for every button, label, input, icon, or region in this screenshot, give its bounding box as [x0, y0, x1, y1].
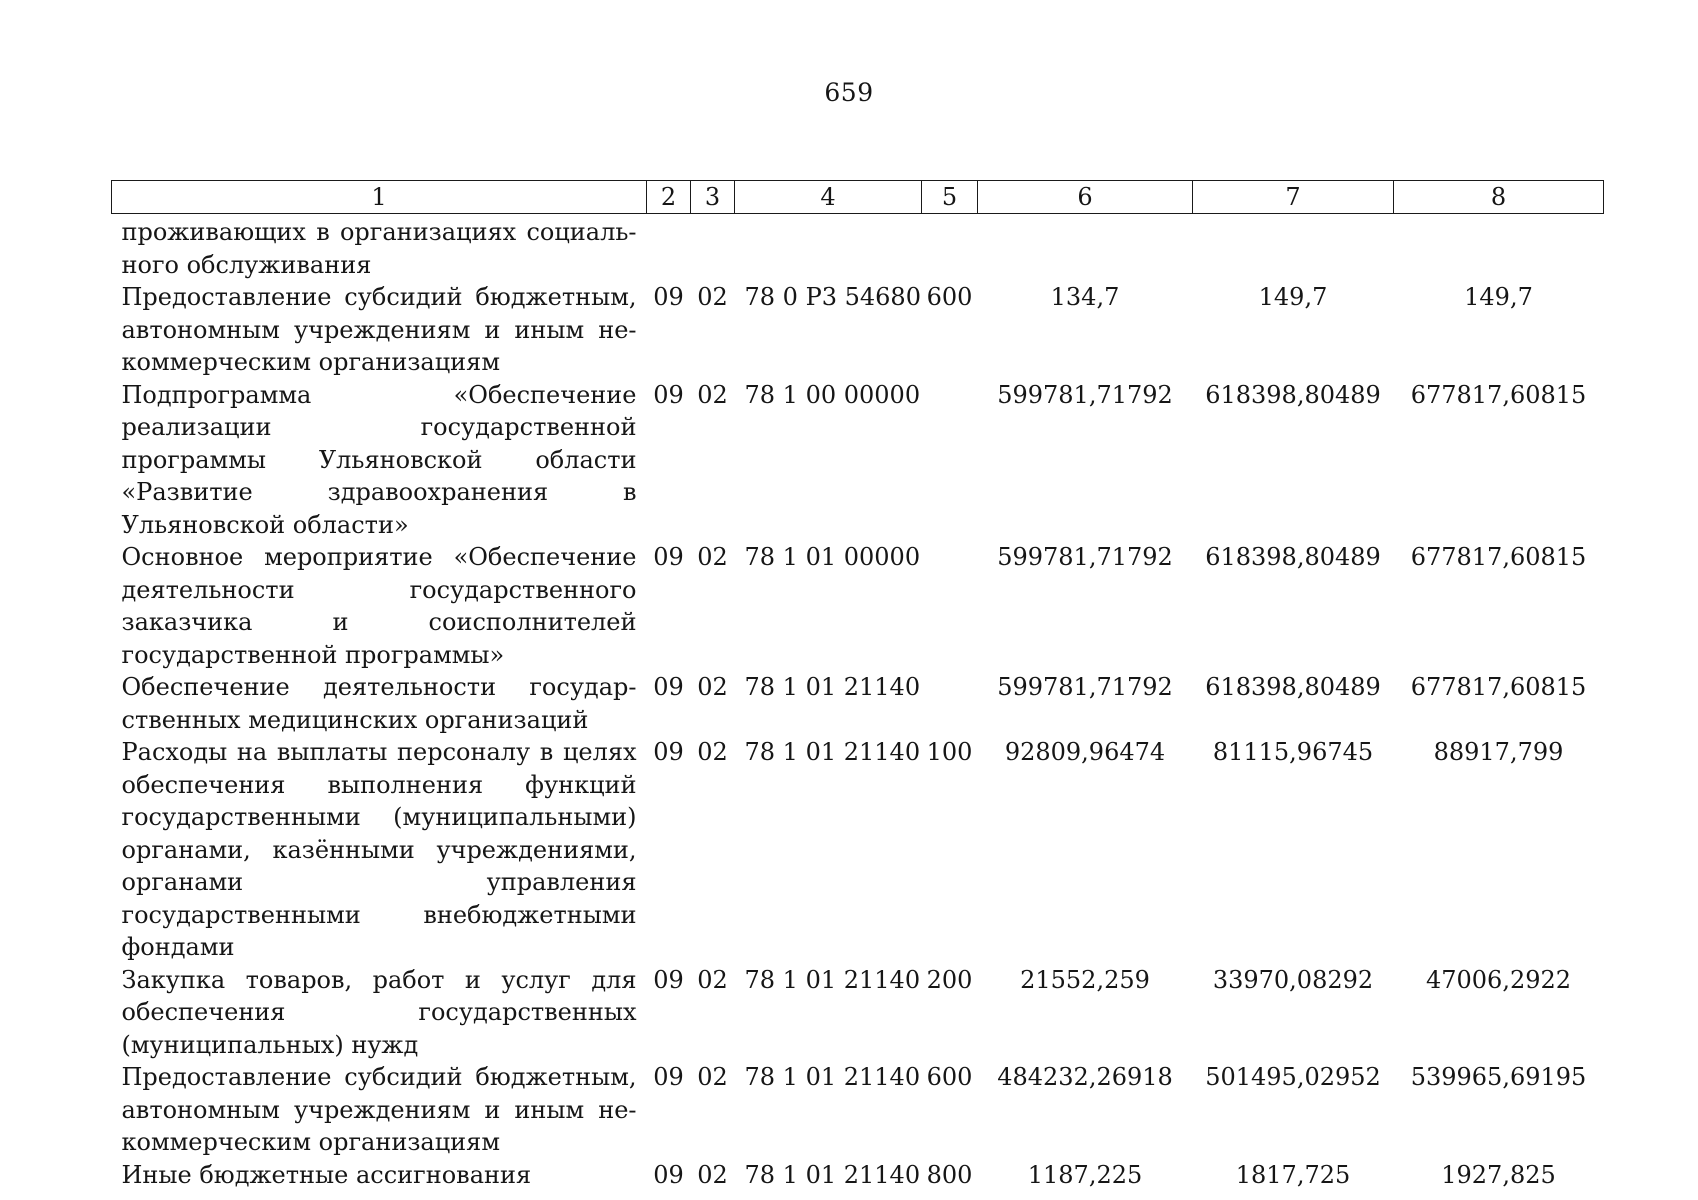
- row-subsection: 02: [697, 1063, 728, 1091]
- row-target-code: 78 1 01 21140: [744, 965, 921, 994]
- row-value-7: 618398,80489: [1205, 380, 1381, 409]
- row-expense-type: 600: [926, 1063, 973, 1091]
- table-row: [112, 379, 1604, 542]
- row-value-6: 134,7: [1050, 283, 1120, 311]
- row-name: Расходы на выплаты персоналу в целях обеспечения выполнения функций государственными (муниципальными) органами, казёнными учреждениями, органами управления государственными внебюджетными фондами: [121, 738, 637, 961]
- row-value-6: 92809,96474: [1004, 738, 1166, 766]
- row-value-7: 501495,02952: [1205, 1063, 1381, 1091]
- row-value-6: 599781,71792: [997, 380, 1173, 409]
- row-expense-type: 800: [926, 1160, 973, 1189]
- row-value-8: 1927,825: [1441, 1160, 1556, 1189]
- header-col-3: 3: [691, 181, 735, 214]
- row-expense-type: [922, 216, 978, 281]
- header-col-7: 7: [1193, 181, 1394, 214]
- budget-table: [111, 180, 1604, 1191]
- row-subsection: 02: [697, 738, 728, 766]
- row-subsection: 02: [697, 965, 728, 994]
- row-target-code: 78 1 01 21140: [744, 1160, 921, 1189]
- row-value-6: 599781,71792: [997, 673, 1173, 701]
- row-expense-type: 600: [926, 283, 973, 311]
- row-value-6: 1187,225: [1027, 1160, 1143, 1189]
- row-section: 09: [653, 283, 684, 311]
- row-target-code: 78 1 00 00000: [744, 380, 921, 409]
- row-section: 09: [653, 673, 684, 701]
- row-value-7: 1817,725: [1235, 1160, 1351, 1189]
- row-subsection: 02: [697, 1160, 728, 1189]
- row-name: Иные бюджетные ассигнования: [121, 1160, 532, 1189]
- row-value-7: 81115,96745: [1212, 738, 1374, 766]
- row-name: Закупка товаров, работ и услуг для обеспечения государственных (муниципальных) нужд: [121, 965, 637, 1059]
- table-header-row: [112, 181, 1604, 214]
- row-target-code: 78 0 Р3 54680: [744, 283, 921, 311]
- row-section: 09: [653, 965, 684, 994]
- row-subsection: 02: [697, 543, 728, 571]
- row-value-8: 47006,2922: [1425, 965, 1572, 994]
- row-value-7: 618398,80489: [1205, 673, 1381, 701]
- row-value-7: 149,7: [1258, 283, 1328, 311]
- row-name: Подпрограмма «Обеспечение реализации государственной программы Ульяновской области «Развитие здравоохранения в Ульяновской области»: [121, 380, 637, 539]
- row-target-code: [735, 216, 922, 281]
- table-row: [112, 1061, 1604, 1159]
- header-col-8: 8: [1394, 181, 1604, 214]
- row-name: Предоставление субсидий бюджетным, автономным учреждениям и иным некоммерческим организациям: [121, 1063, 637, 1156]
- row-section: [647, 216, 691, 281]
- header-col-1: 1: [112, 181, 647, 214]
- row-value-6: 484232,26918: [997, 1063, 1173, 1091]
- header-col-5: 5: [922, 181, 978, 214]
- row-name: Основное мероприятие «Обеспечение деятельности государственного заказчика и соисполнителей государственной программы»: [121, 543, 637, 669]
- row-expense-type: 200: [926, 965, 973, 994]
- page-number: 659: [824, 78, 874, 107]
- row-subsection: [691, 216, 735, 281]
- row-target-code: 78 1 01 21140: [744, 673, 921, 701]
- row-expense-type: [922, 379, 978, 542]
- row-name: проживающих в организациях социального обслуживания: [121, 218, 637, 279]
- row-value-8: [1394, 216, 1604, 281]
- table-row: [112, 736, 1604, 964]
- row-value-6: [978, 216, 1193, 281]
- row-expense-type: [922, 671, 978, 736]
- row-subsection: 02: [697, 673, 728, 701]
- row-section: 09: [653, 1160, 684, 1189]
- row-section: 09: [653, 543, 684, 571]
- row-value-8: 677817,60815: [1410, 673, 1587, 701]
- row-value-8: 677817,60815: [1410, 543, 1587, 571]
- row-value-7: [1193, 216, 1394, 281]
- row-subsection: 02: [697, 380, 728, 409]
- row-value-7: 618398,80489: [1205, 543, 1381, 571]
- row-value-8: 677817,60815: [1410, 380, 1587, 409]
- header-col-2: 2: [647, 181, 691, 214]
- header-col-6: 6: [978, 181, 1193, 214]
- table-row: [112, 541, 1604, 671]
- row-value-7: 33970,08292: [1212, 965, 1374, 994]
- row-section: 09: [653, 380, 684, 409]
- row-target-code: 78 1 01 21140: [744, 1063, 921, 1091]
- row-value-8: 539965,69195: [1410, 1063, 1587, 1091]
- row-value-8: 149,7: [1464, 283, 1533, 311]
- table-row: [112, 671, 1604, 736]
- table-row: [112, 1159, 1604, 1192]
- row-section: 09: [653, 738, 684, 766]
- table-row: [112, 281, 1604, 379]
- table-row: [112, 964, 1604, 1062]
- row-value-6: 599781,71792: [997, 543, 1173, 571]
- row-expense-type: [922, 541, 978, 671]
- row-subsection: 02: [697, 283, 728, 311]
- row-expense-type: 100: [926, 738, 973, 766]
- row-name: Обеспечение деятельности государственных медицинских организаций: [121, 673, 637, 734]
- row-target-code: 78 1 01 21140: [744, 738, 921, 766]
- row-value-6: 21552,259: [1020, 965, 1150, 994]
- header-col-4: 4: [735, 181, 922, 214]
- row-name: Предоставление субсидий бюджетным, автономным учреждениям и иным некоммерческим организациям: [121, 283, 637, 376]
- table-row: [112, 216, 1604, 281]
- row-target-code: 78 1 01 00000: [744, 543, 921, 571]
- row-section: 09: [653, 1063, 684, 1091]
- row-value-8: 88917,799: [1433, 738, 1564, 766]
